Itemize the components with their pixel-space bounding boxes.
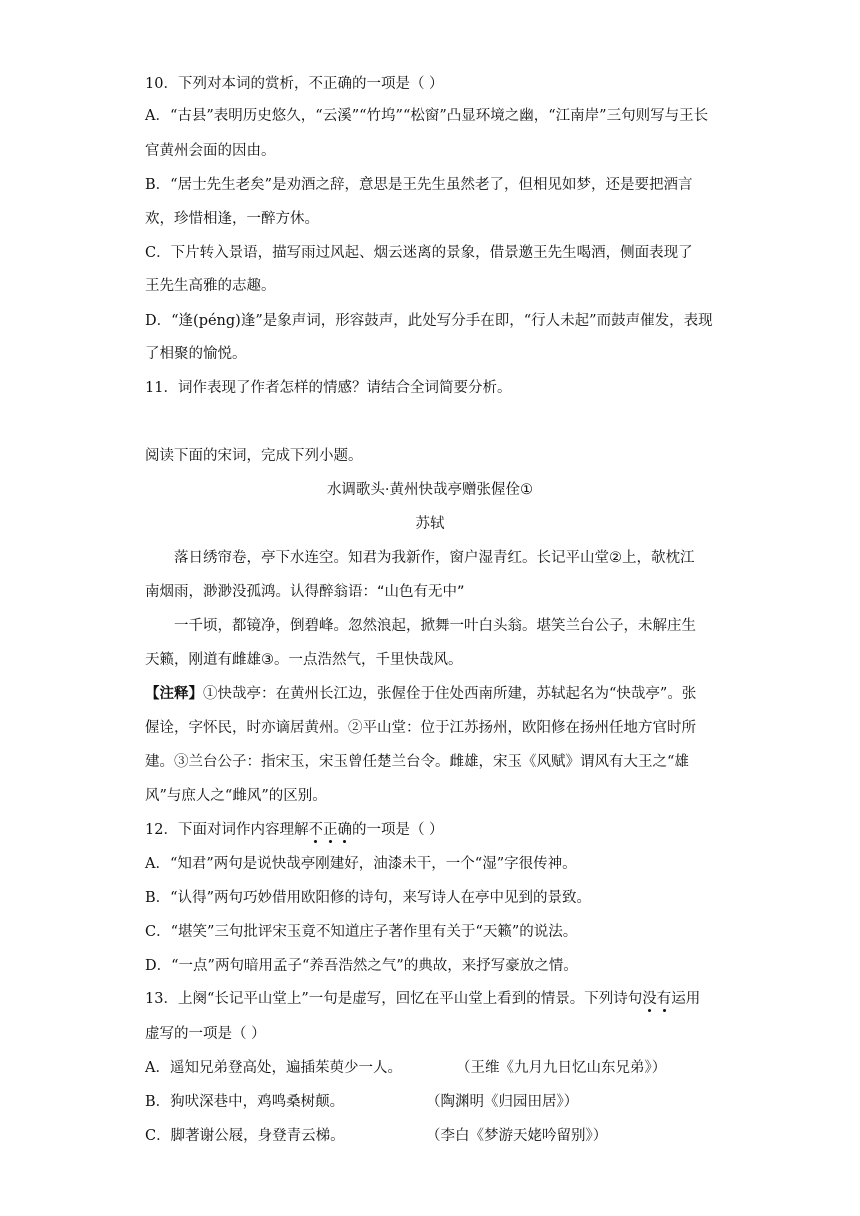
poem-stanza1-line1: 落日绣帘卷，亭下水连空。知君为我新作，窗户湿青红。长记平山堂②上，欹枕江 bbox=[174, 550, 695, 566]
q13-stem-line1 bbox=[145, 989, 700, 1009]
poem-stanza1-line2: 南烟雨，渺渺没孤鸿。认得醉翁语：“山色有无中” bbox=[145, 584, 465, 600]
q10-option-b-line1: B．“居士先生老矣”是劝酒之辞，意思是王先生虽然老了，但相见如梦，还是要把酒言 bbox=[145, 177, 693, 193]
note-text-1: ①快哉亭：在黄州长江边，张偓佺于住处西南所建，苏轼起名为“快哉亭”。张 bbox=[203, 686, 697, 702]
q13-option-a-source: （王维《九月九日忆山东兄弟》） bbox=[456, 1060, 667, 1076]
note-line1 bbox=[145, 684, 696, 704]
q12-emphasis-char-1: 不 bbox=[308, 822, 323, 838]
note-line3: 建。③兰台公子：指宋玉，宋玉曾任楚兰台令。雌雄，宋玉《风赋》谓风有大王之“雄 bbox=[145, 754, 689, 770]
q13-stem-line2: 虚写的一项是（ ） bbox=[145, 1026, 266, 1042]
note-line2: 偓诠，字怀民，时亦谪居黄州。②平山堂：位于江苏扬州，欧阳修在扬州任地方官时所 bbox=[145, 720, 696, 736]
q12-stem-pre: 12．下面对词作内容理解 bbox=[145, 822, 309, 838]
q12-option-b: B．“认得”两句巧妙借用欧阳修的诗句，来写诗人在亭中见到的景致。 bbox=[145, 890, 591, 906]
q13-option-c-source: （李白《梦游天姥吟留别》） bbox=[426, 1128, 608, 1144]
q13-option-b: B．狗吠深巷中，鸡鸣桑树颠。 bbox=[145, 1094, 345, 1110]
q10-stem: 10．下列对本词的赏析，不正确的一项是（ ） bbox=[145, 76, 444, 92]
q13-emphasis-char-2: 有 bbox=[656, 991, 672, 1007]
q10-option-c-line1: C．下片转入景语，描写雨过风起、烟云迷离的景象，借景邀王先生喝酒，侧面表现了 bbox=[145, 245, 693, 261]
q11-stem: 11．词作表现了作者怎样的情感？请结合全词简要分析。 bbox=[145, 380, 512, 396]
q12-stem-post: 的一项是（ ） bbox=[351, 822, 444, 838]
q13-option-a: A．遥知兄弟登高处，遍插茱萸少一人。 bbox=[145, 1060, 402, 1076]
q10-option-d-line1: D．“逢(péng)逢”是象声词，形容鼓声，此处写分手在即，“行人未起”而鼓声催发，表现 bbox=[145, 313, 713, 329]
poem-author: 苏轼 bbox=[415, 516, 445, 532]
q10-option-a-line2: 官黄州会面的因由。 bbox=[145, 143, 276, 159]
q12-option-c: C．“堪笑”三句批评宋玉竟不知道庄子著作里有关于“天籁”的说法。 bbox=[145, 924, 578, 940]
q10-option-b-line2: 欢，珍惜相逢，一醉方休。 bbox=[145, 211, 319, 227]
q10-option-a-line1: A．“古县”表明历史悠久，“云溪”“竹坞”“松窗”凸显环境之幽，“江南岸”三句则写与王长 bbox=[145, 108, 709, 124]
q10-option-d-line2: 了相聚的愉悦。 bbox=[145, 346, 247, 362]
q13-emphasis-char-1: 没 bbox=[642, 991, 657, 1007]
poem-title: 水调歌头·黄州快哉亭赠张偓佺① bbox=[326, 482, 534, 498]
q13-stem-pre: 13．上阕“长记平山堂上”一句是虚写，回忆在平山堂上看到的情景。下列诗句 bbox=[145, 991, 643, 1007]
note-label: 【注释】 bbox=[145, 685, 203, 702]
q12-option-a: A．“知君”两句是说快哉亭刚建好，油漆未干，一个“湿”字很传神。 bbox=[145, 856, 577, 872]
q13-stem-post: 运用 bbox=[671, 991, 701, 1007]
poem-stanza2-line2: 天籁，刚道有雌雄③。一点浩然气，千里快哉风。 bbox=[145, 652, 463, 668]
reading-intro: 阅读下面的宋词，完成下列小题。 bbox=[145, 448, 363, 464]
q13-option-c: C．脚著谢公屐，身登青云梯。 bbox=[145, 1128, 345, 1144]
poem-stanza2-line1: 一千顷，都镜净，倒碧峰。忽然浪起，掀舞一叶白头翁。堪笑兰台公子，未解庄生 bbox=[174, 618, 696, 634]
note-line4: 风”与庶人之“雌风”的区别。 bbox=[145, 788, 327, 804]
q12-emphasis-char-3: 确 bbox=[337, 822, 352, 838]
q10-option-c-line2: 王先生高雅的志趣。 bbox=[145, 278, 276, 294]
q13-option-b-source: （陶渊明《归园田居》） bbox=[426, 1094, 579, 1110]
q12-stem bbox=[145, 820, 444, 840]
q12-emphasis-char-2: 正 bbox=[322, 822, 338, 838]
q12-option-d: D．“一点”两句暗用孟子“养吾浩然之气”的典故，来抒写豪放之情。 bbox=[145, 958, 578, 974]
